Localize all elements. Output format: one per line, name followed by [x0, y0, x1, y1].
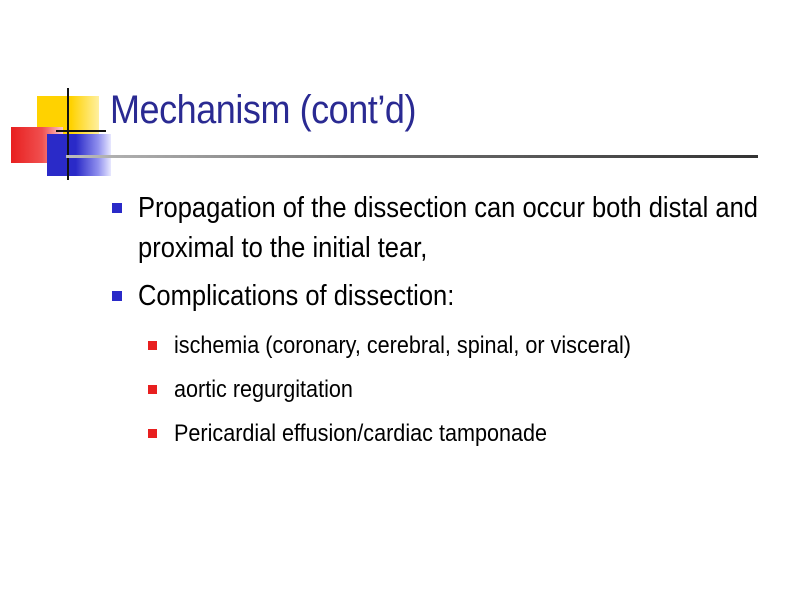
- bullet-item: [108, 188, 768, 268]
- sub-bullet-item: [108, 324, 768, 368]
- bullet-item: [108, 276, 768, 316]
- square-sub-bullet-icon: [148, 385, 157, 394]
- slide-content: [108, 188, 768, 456]
- logo-horizontal-line: [56, 130, 106, 132]
- square-sub-bullet-icon: [148, 341, 157, 350]
- sub-bullet-text: aortic regurgitation: [174, 376, 353, 403]
- decorative-squares-logo: [0, 0, 120, 190]
- slide-title: Mechanism (cont’d): [110, 88, 417, 132]
- logo-vertical-line: [67, 88, 69, 180]
- square-bullet-icon: [112, 291, 122, 301]
- sub-bullet-text: ischemia (coronary, cerebral, spinal, or visceral): [174, 332, 631, 359]
- bullet-text: Propagation of the dissection can occur both distal and proximal to the initial tear,: [138, 192, 758, 264]
- bullet-text: Complications of dissection:: [138, 280, 455, 312]
- sub-bullet-item: [108, 412, 768, 456]
- sub-bullet-item: [108, 368, 768, 412]
- square-sub-bullet-icon: [148, 429, 157, 438]
- square-bullet-icon: [112, 203, 122, 213]
- title-underline: [66, 155, 758, 158]
- sub-bullet-text: Pericardial effusion/cardiac tamponade: [174, 420, 548, 447]
